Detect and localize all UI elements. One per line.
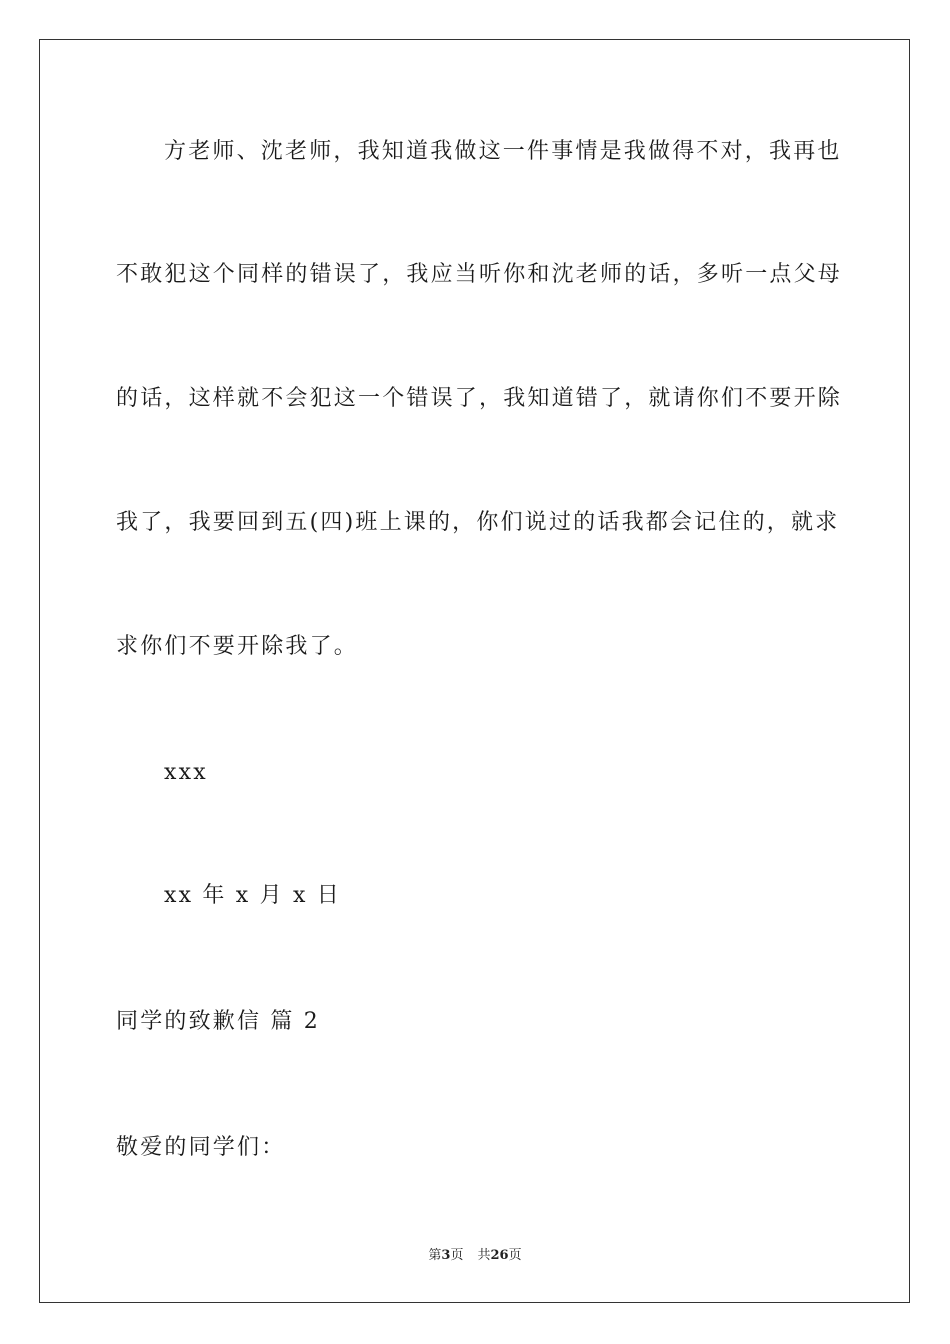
page-border (39, 39, 910, 1303)
footer-total-suffix: 页 (508, 1248, 522, 1263)
paragraph-line-5: 求你们不要开除我了。 (116, 634, 359, 659)
footer-total-pages: 26 (490, 1248, 509, 1263)
paragraph-line-1: 方老师、沈老师，我知道我做这一件事情是我做得不对，我再也 (164, 139, 842, 164)
footer-total-prefix: 共 (477, 1248, 491, 1263)
page-footer (0, 1247, 950, 1265)
paragraph-line-3: 的话，这样就不会犯这一个错误了，我知道错了，就请你们不要开除 (116, 386, 843, 411)
footer-page-suffix: 页 (450, 1248, 464, 1263)
salutation: 敬爱的同学们： (116, 1135, 286, 1160)
date: xx 年 x 月 x 日 (164, 883, 341, 908)
section-title: 同学的致歉信 篇 2 (116, 1009, 320, 1034)
paragraph-line-2: 不敢犯这个同样的错误了，我应当听你和沈老师的话，多听一点父母 (116, 262, 843, 287)
footer-page-number: 3 (441, 1248, 451, 1263)
paragraph-line-4: 我了，我要回到五(四)班上课的，你们说过的话我都会记住的，就求 (116, 510, 840, 535)
signature: xxx (164, 760, 208, 785)
footer-page-prefix: 第 (428, 1248, 442, 1263)
